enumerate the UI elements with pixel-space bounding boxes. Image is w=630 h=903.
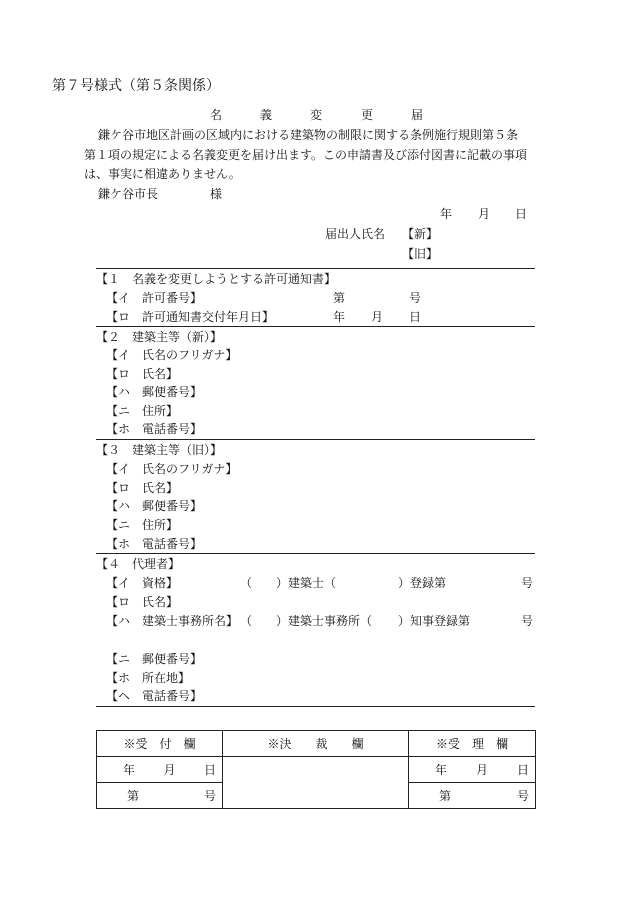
section2-heading: 【２ 建築主等（新）】 bbox=[96, 330, 223, 344]
title-char: 名 bbox=[210, 108, 223, 122]
section3-item: 【ロ 氏名】 bbox=[106, 481, 179, 495]
section3-heading: 【３ 建築主等（旧）】 bbox=[96, 443, 223, 457]
day-label: 日 bbox=[516, 763, 529, 777]
date-year: 年 bbox=[440, 207, 453, 221]
title-char: 更 bbox=[361, 108, 374, 122]
section4-item-he: 【ヘ 電話番号】 bbox=[106, 689, 203, 703]
section4-ha-office: 建築士事務所（ bbox=[288, 614, 373, 628]
reception-number bbox=[97, 783, 223, 809]
year-label: 年 bbox=[435, 763, 448, 777]
decision-cell bbox=[223, 757, 409, 809]
day-label: 日 bbox=[203, 763, 216, 777]
title-char: 変 bbox=[310, 108, 323, 122]
divider bbox=[96, 439, 535, 440]
section4-i-close: ）登録第 bbox=[398, 576, 447, 590]
section2-item: 【ロ 氏名】 bbox=[106, 367, 179, 381]
section1-go: 号 bbox=[409, 291, 422, 305]
month-label: 月 bbox=[475, 763, 488, 777]
applicant-old: 【旧】 bbox=[402, 247, 439, 261]
applicant-new: 【新】 bbox=[402, 227, 439, 241]
addressee: 鎌ケ谷市長 bbox=[98, 187, 159, 201]
section4-ha-close: ）知事登録第 bbox=[398, 614, 471, 628]
go-label: 号 bbox=[203, 789, 216, 803]
section4-i-paren: （ ） bbox=[240, 576, 289, 590]
month-label: 月 bbox=[163, 763, 176, 777]
section2-item: 【イ 氏名のフリガナ】 bbox=[106, 348, 238, 362]
section4-item-ni: 【ニ 郵便番号】 bbox=[106, 652, 203, 666]
applicant-label: 届出人氏名 bbox=[325, 227, 386, 241]
body-line-1: 鎌ケ谷市地区計画の区域内における建築物の制限に関する条例施行規則第５条 bbox=[98, 128, 519, 142]
divider bbox=[96, 553, 535, 554]
section1-dai: 第 bbox=[333, 291, 346, 305]
decision-header: ※決 裁 欄 bbox=[223, 731, 409, 757]
body-line-2: 第１項の規定による名義変更を届け出ます。この申請書及び添付図書に記載の事項 bbox=[84, 148, 528, 162]
section1-heading: 【１ 名義を変更しようとする許可通知書】 bbox=[96, 272, 337, 286]
reception-header: ※受 付 欄 bbox=[97, 731, 223, 757]
divider bbox=[96, 706, 535, 707]
section1-month: 月 bbox=[371, 310, 384, 324]
section4-item-ho: 【ホ 所在地】 bbox=[106, 671, 191, 685]
go-label: 号 bbox=[516, 789, 529, 803]
section3-item: 【ハ 郵便番号】 bbox=[106, 499, 203, 513]
section4-item-i: 【イ 資格】 bbox=[106, 576, 179, 590]
form-number: 第７号様式（第５条関係） bbox=[52, 78, 220, 94]
date-month: 月 bbox=[478, 207, 491, 221]
date-day: 日 bbox=[515, 207, 528, 221]
addressee-suffix: 様 bbox=[210, 187, 223, 201]
divider bbox=[96, 326, 535, 327]
reception-date bbox=[97, 757, 223, 783]
title-char: 届 bbox=[411, 108, 424, 122]
form-title bbox=[0, 109, 630, 123]
processing-date bbox=[409, 757, 536, 783]
processing-header: ※受 理 欄 bbox=[409, 731, 536, 757]
year-label: 年 bbox=[123, 763, 136, 777]
title-char: 義 bbox=[260, 108, 273, 122]
section1-item-i: 【イ 許可番号】 bbox=[106, 291, 203, 305]
section1-item-ro: 【ロ 許可通知書交付年月日】 bbox=[106, 310, 275, 324]
section4-ha-paren: （ ） bbox=[240, 614, 289, 628]
section4-item-ro: 【ロ 氏名】 bbox=[106, 595, 179, 609]
section1-day: 日 bbox=[409, 310, 422, 324]
section2-item: 【ハ 郵便番号】 bbox=[106, 385, 203, 399]
processing-number bbox=[409, 783, 536, 809]
section4-i-kenchikushi: 建築士（ bbox=[288, 576, 337, 590]
body-line-3: は、事実に相違ありません。 bbox=[84, 167, 241, 181]
section4-ha-go: 号 bbox=[521, 614, 534, 628]
section4-item-ha: 【ハ 建築士事務所名】 bbox=[106, 614, 239, 628]
dai-label: 第 bbox=[127, 789, 140, 803]
section4-i-go: 号 bbox=[521, 576, 534, 590]
stamp-table bbox=[96, 730, 536, 809]
dai-label: 第 bbox=[439, 789, 452, 803]
divider bbox=[96, 268, 535, 269]
section4-heading: 【４ 代理者】 bbox=[96, 557, 181, 571]
section1-year: 年 bbox=[333, 310, 346, 324]
section2-item: 【ホ 電話番号】 bbox=[106, 422, 203, 436]
section3-item: 【ニ 住所】 bbox=[106, 518, 179, 532]
section3-item: 【ホ 電話番号】 bbox=[106, 537, 203, 551]
section3-item: 【イ 氏名のフリガナ】 bbox=[106, 462, 238, 476]
section2-item: 【ニ 住所】 bbox=[106, 404, 179, 418]
